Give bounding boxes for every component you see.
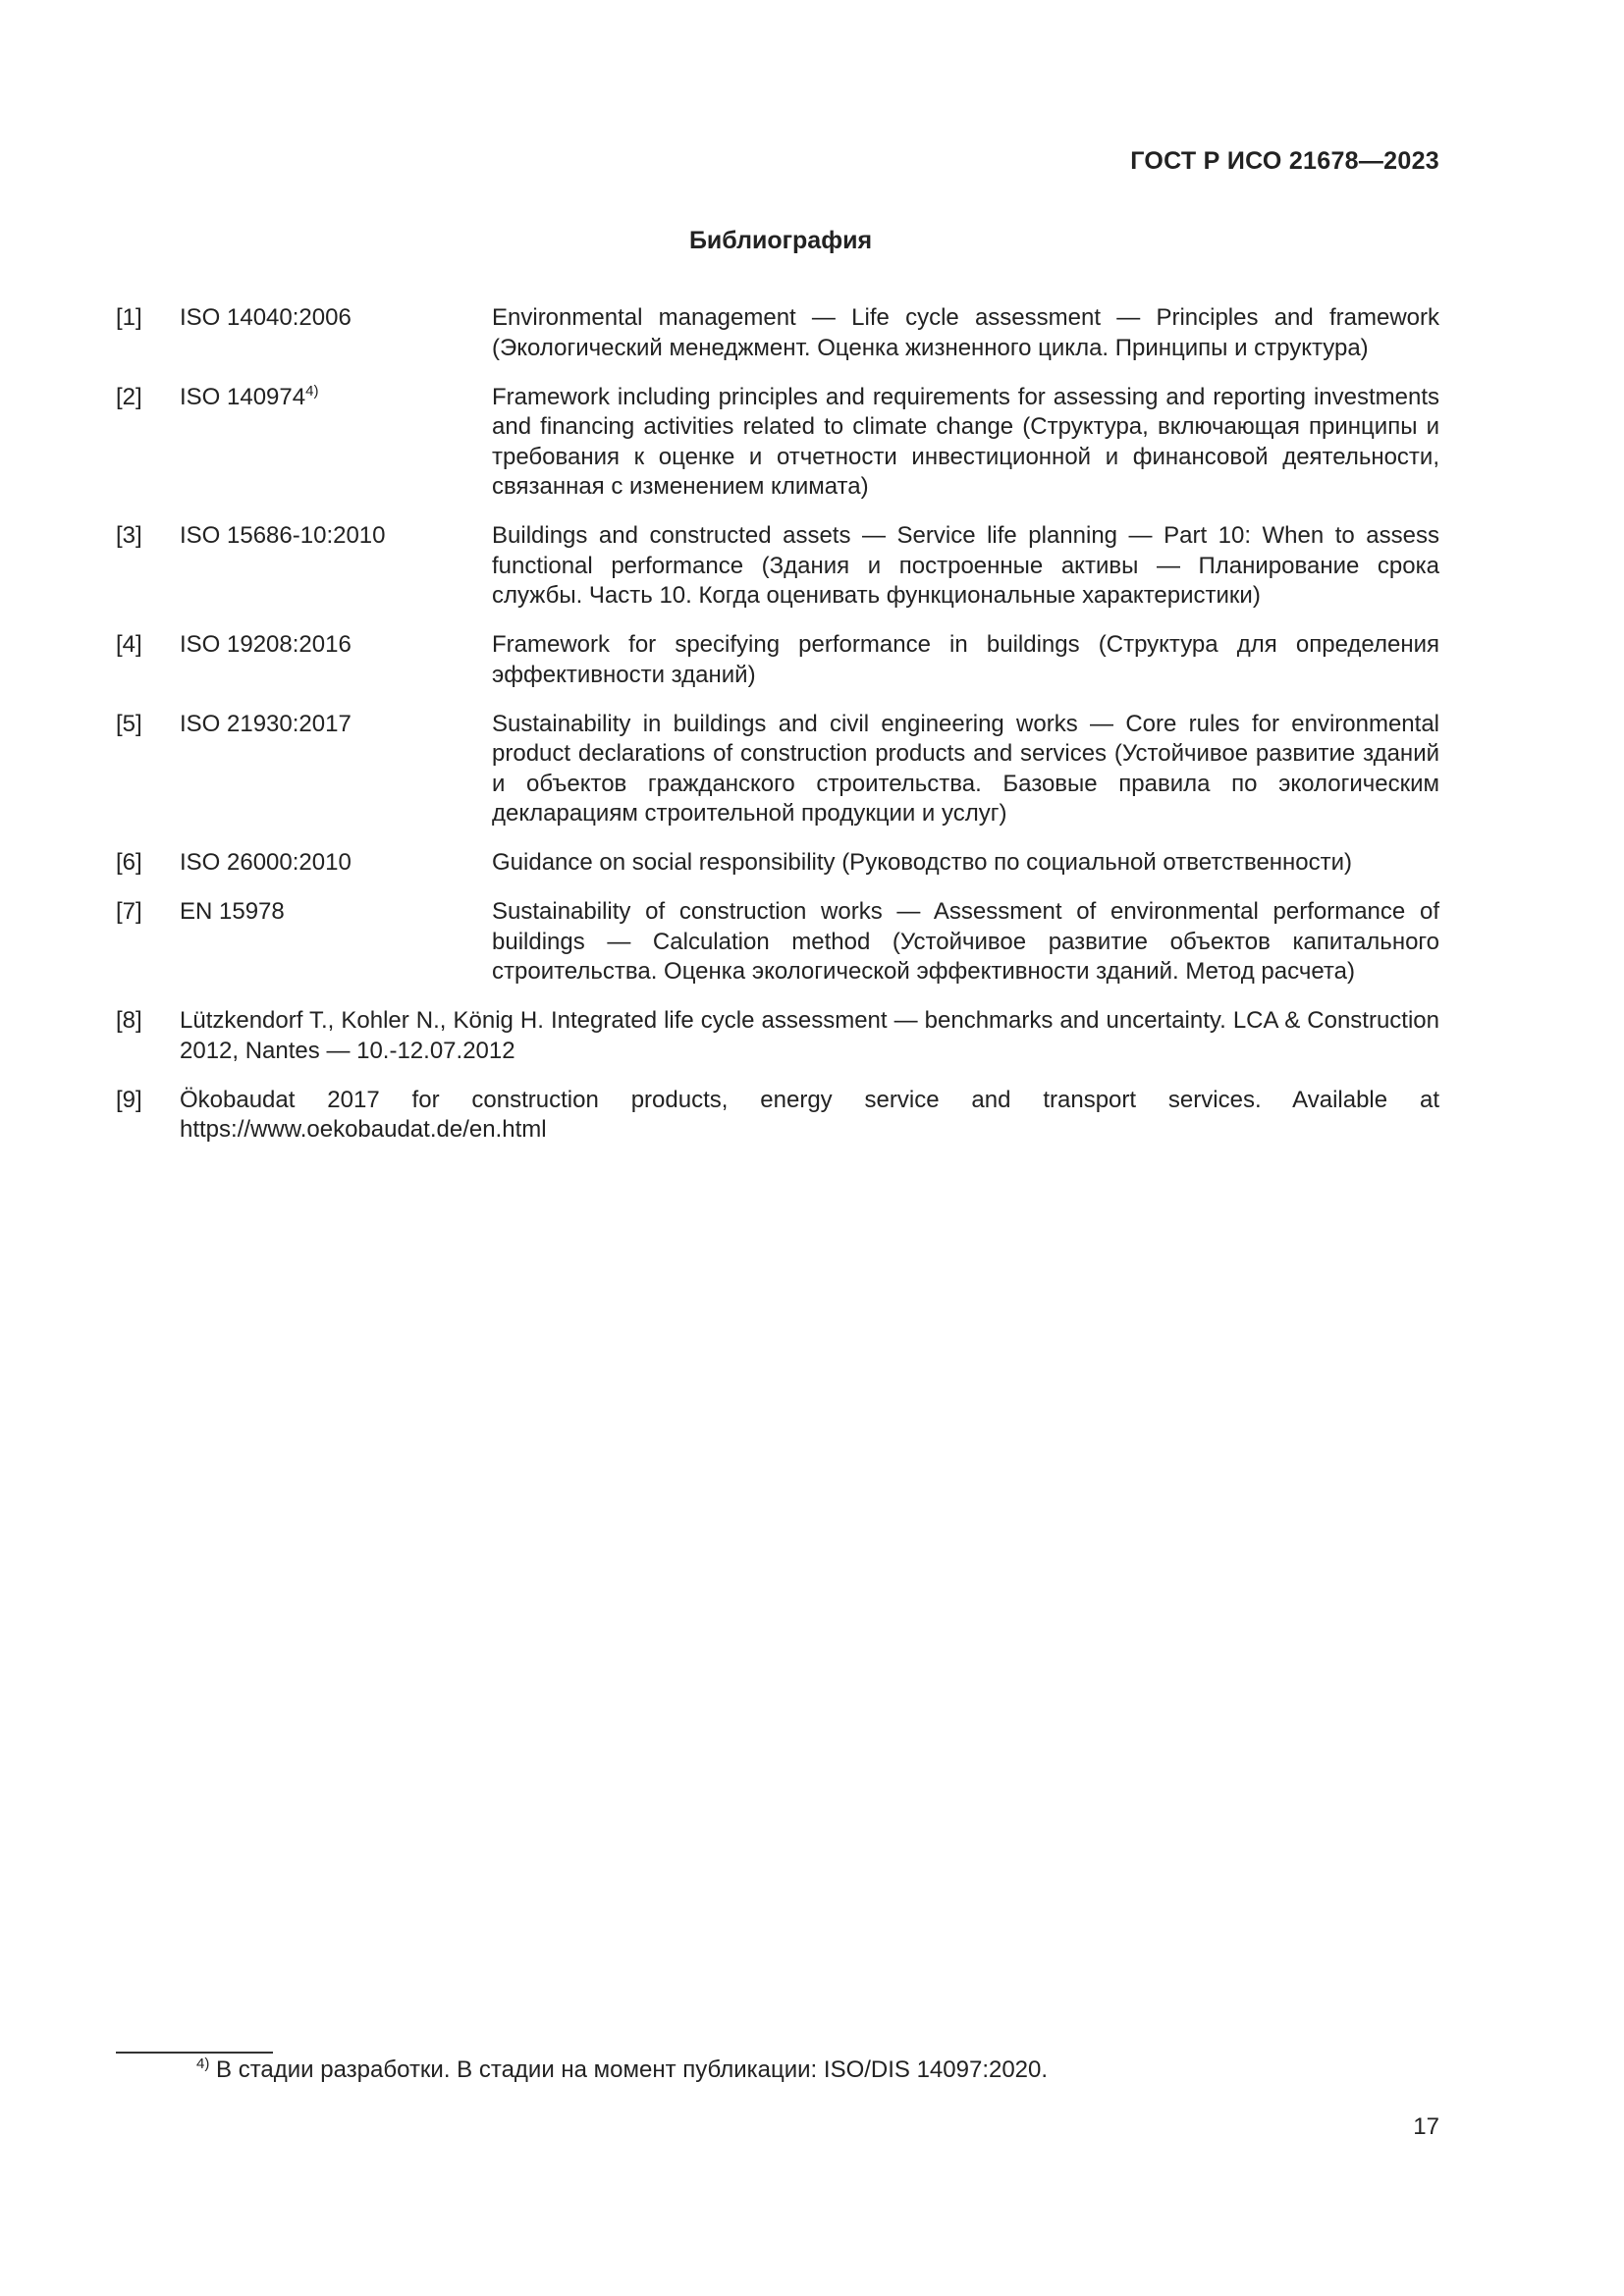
reference-code: ISO 14040:2006 — [180, 304, 352, 331]
reference-number: [3] — [116, 522, 142, 549]
reference-number: [2] — [116, 383, 142, 410]
page-title: Библиография — [688, 227, 873, 254]
reference-description: Environmental management — Life cycle assessment — Principles and framework (Экологический менеджмент. Оценка жизненного цикла. Принципы и структура) — [492, 304, 1439, 361]
bibliography-list — [116, 303, 1439, 1164]
reference-1 — [116, 303, 1439, 363]
reference-number: [8] — [116, 1007, 142, 1034]
reference-number: [6] — [116, 849, 142, 876]
reference-description: Sustainability in buildings and civil engineering works — Core rules for environmental product declarations of construction products and services (Устойчивое развитие зданий и объектов гражданского строительства. Базовые правила по экологическим декларациям строительной продукции и услуг) — [492, 710, 1439, 827]
reference-code: ISO 21930:2017 — [180, 710, 352, 737]
reference-3 — [116, 521, 1439, 612]
reference-number: [7] — [116, 898, 142, 925]
footnote-marker: 4) — [196, 2056, 210, 2072]
reference-description: Lützkendorf T., Kohler N., König H. Integrated life cycle assessment — benchmarks and uncertainty. LCA & Construction 2012, Nantes — 10.-12.07.2012 — [180, 1007, 1439, 1064]
reference-2 — [116, 383, 1439, 503]
footnote-text: В стадии разработки. В стадии на момент публикации: ISO/DIS 14097:2020. — [216, 2056, 1049, 2083]
reference-number: [9] — [116, 1086, 142, 1113]
reference-description: Framework including principles and requirements for assessing and reporting investments and financing activities related to climate change (Структура, включающая принципы и требования к оценке и отчетности инвестиционной и финансовой деятельности, связанная с изменением климата) — [492, 383, 1439, 500]
reference-code — [180, 383, 318, 413]
page-number: 17 — [1413, 2113, 1439, 2140]
reference-code: EN 15978 — [180, 898, 285, 925]
document-code-header: ГОСТ Р ИСО 21678—2023 — [1130, 147, 1439, 175]
footnote-divider — [116, 2052, 273, 2054]
reference-code: ISO 26000:2010 — [180, 849, 352, 876]
reference-description: Sustainability of construction works — Assessment of environmental performance of buildings — Calculation method (Устойчивое развитие объектов капитального строительства. Оценка экологической эффективности зданий. Метод расчета) — [492, 898, 1439, 985]
reference-number: [5] — [116, 710, 142, 737]
reference-9 — [116, 1086, 1439, 1146]
reference-code: ISO 19208:2016 — [180, 631, 352, 658]
reference-code-text: ISO 140974 — [180, 383, 306, 410]
reference-description: Guidance on social responsibility (Руководство по социальной ответственности) — [492, 849, 1353, 876]
reference-description: Buildings and constructed assets — Service life planning — Part 10: When to assess functional performance (Здания и построенные активы — Планирование срока службы. Часть 10. Когда оценивать функциональные характеристики) — [492, 522, 1439, 609]
footnote-marker: 4) — [305, 382, 319, 400]
reference-7 — [116, 897, 1439, 988]
reference-4 — [116, 630, 1439, 690]
reference-code: ISO 15686-10:2010 — [180, 522, 386, 549]
reference-description: Ökobaudat 2017 for construction products, energy service and transport services. Available at https://www.oekobaudat.de/en.html — [180, 1086, 1439, 1143]
footnote — [196, 2056, 1048, 2085]
reference-8 — [116, 1006, 1439, 1066]
reference-number: [1] — [116, 304, 142, 331]
reference-5 — [116, 710, 1439, 829]
reference-number: [4] — [116, 631, 142, 658]
reference-6 — [116, 848, 1439, 879]
reference-description: Framework for specifying performance in buildings (Структура для определения эффективности зданий) — [492, 631, 1439, 688]
